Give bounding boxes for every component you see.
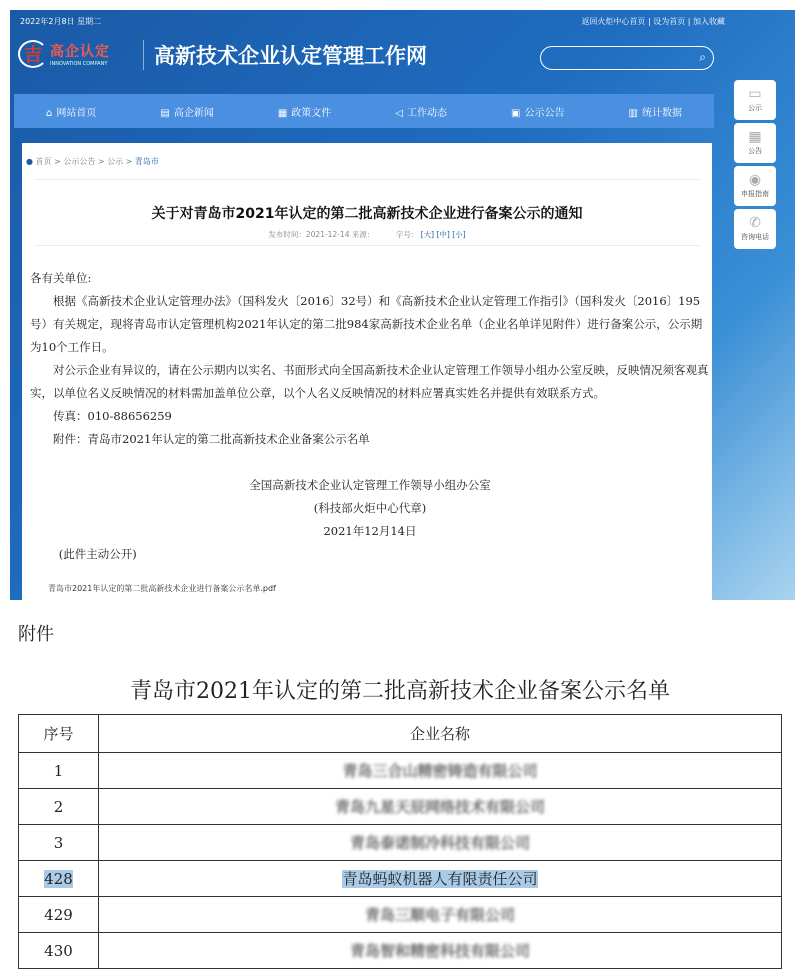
header-name: 企业名称 [99,715,782,753]
header-no: 序号 [19,715,99,753]
company-name: 青岛三顺电子有限公司 [364,906,515,924]
clipboard-icon: ▣ [511,107,521,119]
nav-item-2[interactable] [278,104,331,119]
link-torch-home[interactable]: 返回火炬中心首页 [581,17,646,26]
row-company [99,933,782,969]
link-add-favorite[interactable]: 加入收藏 [693,17,725,26]
breadcrumb-qingdao[interactable]: 青岛市 [134,157,159,166]
signature-office: 全国高新技术企业认定管理工作领导小组办公室 [249,478,491,492]
side-label: 咨询电话 [741,233,769,241]
row-no-text: 429 [44,905,73,924]
side-link-3[interactable] [734,209,776,249]
public-note: (此件主动公开) [58,547,137,561]
nav-label: 政策文件 [291,107,332,119]
nav-item-0[interactable] [46,104,96,119]
compass-icon: ◉ [748,172,762,188]
divider [34,179,700,180]
divider [34,245,700,246]
font-small-button[interactable]: [小] [452,230,466,239]
row-no-text: 2 [53,797,64,816]
signature-seal: (科技部火炬中心代章) [313,501,427,515]
link-set-home[interactable]: 设为首页 [653,17,686,26]
attachment-heading: 附件 [18,624,54,645]
company-table [18,714,782,969]
table-header [19,715,782,753]
article-body [30,267,710,566]
table-row [19,789,782,825]
row-company [99,825,782,861]
search-input[interactable] [540,46,714,70]
top-bar: 2022年2月8日 星期二 返回火炬中心首页 | 设为首页 | 加入收藏 [20,17,725,26]
row-no-text: 428 [44,869,73,888]
publish-info: 发布时间：2021-12-14 来源： [268,230,375,239]
fax: 传真：010-88656259 [53,409,172,423]
calendar-icon: ▦ [748,129,762,145]
side-label: 公示 [748,104,762,112]
nav-item-4[interactable] [511,104,564,119]
side-link-0[interactable] [734,80,776,120]
nav-label: 网站首页 [56,107,97,119]
row-no [19,861,99,897]
row-company [99,753,782,789]
font-large-button[interactable]: [大] [420,230,435,239]
row-company [99,897,782,933]
company-name: 青岛智和精密科技有限公司 [349,942,530,960]
nav-label: 工作动态 [407,107,448,119]
main-nav [14,94,714,128]
row-no [19,897,99,933]
stats-icon: ▥ [628,107,638,119]
row-no [19,753,99,789]
company-name: 青岛泰诺制冷科技有限公司 [349,834,530,852]
signature-date: 2021年12月14日 [323,524,417,538]
nav-item-1[interactable] [160,104,213,119]
company-name: 青岛九星天辰网络技术有限公司 [334,798,545,816]
nav-item-3[interactable] [395,104,447,119]
row-no-text: 430 [44,941,73,960]
search-icon[interactable]: ⌕ [699,50,706,64]
article-title: 关于对青岛市2021年认定的第二批高新技术企业进行备案公示的通知 [151,206,583,222]
breadcrumb-notice[interactable]: 公示 [107,157,124,166]
table-row [19,933,782,969]
font-medium-button[interactable]: [中] [436,230,450,239]
font-size-label: 字号： [395,230,419,239]
site-header-area [10,10,795,600]
nav-item-5[interactable] [629,104,682,119]
nav-label: 高企新闻 [173,107,214,119]
row-no-text: 3 [53,833,64,852]
article-meta [22,229,712,240]
site-name: 高新技术企业认定管理工作网 [143,40,427,70]
row-no [19,933,99,969]
side-link-1[interactable] [734,123,776,163]
board-icon: ▭ [748,86,762,102]
table-row [19,897,782,933]
article-panel [22,143,712,600]
news-icon: ▤ [160,107,170,119]
side-label: 公告 [748,147,762,155]
table-row [19,861,782,897]
salutation: 各有关单位: [30,271,92,285]
breadcrumb-home[interactable]: 首页 [35,157,52,166]
row-company [99,861,782,897]
list-title: 青岛市2021年认定的第二批高新技术企业备案公示名单 [130,679,670,704]
breadcrumb-announcements[interactable]: 公示公告 [63,157,96,166]
home-icon: ⌂ [46,107,53,119]
company-name: 青岛三合山精密铸造有限公司 [342,762,538,780]
row-no [19,789,99,825]
date-text: 2022年2月8日 星期二 [20,17,102,26]
nav-label: 公示公告 [524,107,565,119]
pdf-attachment-link[interactable]: 青岛市2021年认定的第二批高新技术企业进行备案公示名单.pdf [48,584,276,593]
side-link-2[interactable] [734,166,776,206]
table-row [19,753,782,789]
side-quick-links [734,80,776,252]
logo-icon: 吉 [18,40,48,68]
document-icon: ▦ [277,107,288,119]
logo[interactable] [18,40,110,68]
attachment-note: 附件：青岛市2021年认定的第二批高新技术企业备案公示名单 [53,432,370,446]
nav-label: 统计数据 [641,107,682,119]
row-no-text: 1 [53,761,64,780]
row-company [99,789,782,825]
breadcrumb: ● 首页 > 公示公告 > 公示 > 青岛市 [26,157,159,166]
row-no [19,825,99,861]
table-row [19,825,782,861]
paragraph-2: 对公示企业有异议的，请在公示期内以实名、书面形式向全国高新技术企业认定管理工作领导小组办公室反映，反映情况须客观真实，以单位名义反映情况的材料需加盖单位公章，以个人名义反映情况的材料应署真实姓名并提供有效联系方式。 [30,363,709,400]
logo-sub: INNOVATION COMPANY [50,61,108,67]
send-icon: ◁ [395,107,404,119]
paragraph-1: 根据《高新技术企业认定管理办法》（国科发火〔2016〕32号）和《高新技术企业认定管理工作指引》（国科发火〔2016〕195号）有关规定，现将青岛市认定管理机构2021年认定的第二批984家高新技术企业名单（企业名单详见附件）进行备案公示，公示期为10个工作日。 [30,294,703,354]
phone-icon: ✆ [749,215,761,231]
location-pin-icon: ● [26,157,33,166]
side-label: 申报指南 [741,190,769,198]
logo-text: 高企认定 [50,44,110,60]
company-name: 青岛蚂蚁机器人有限责任公司 [342,870,538,888]
